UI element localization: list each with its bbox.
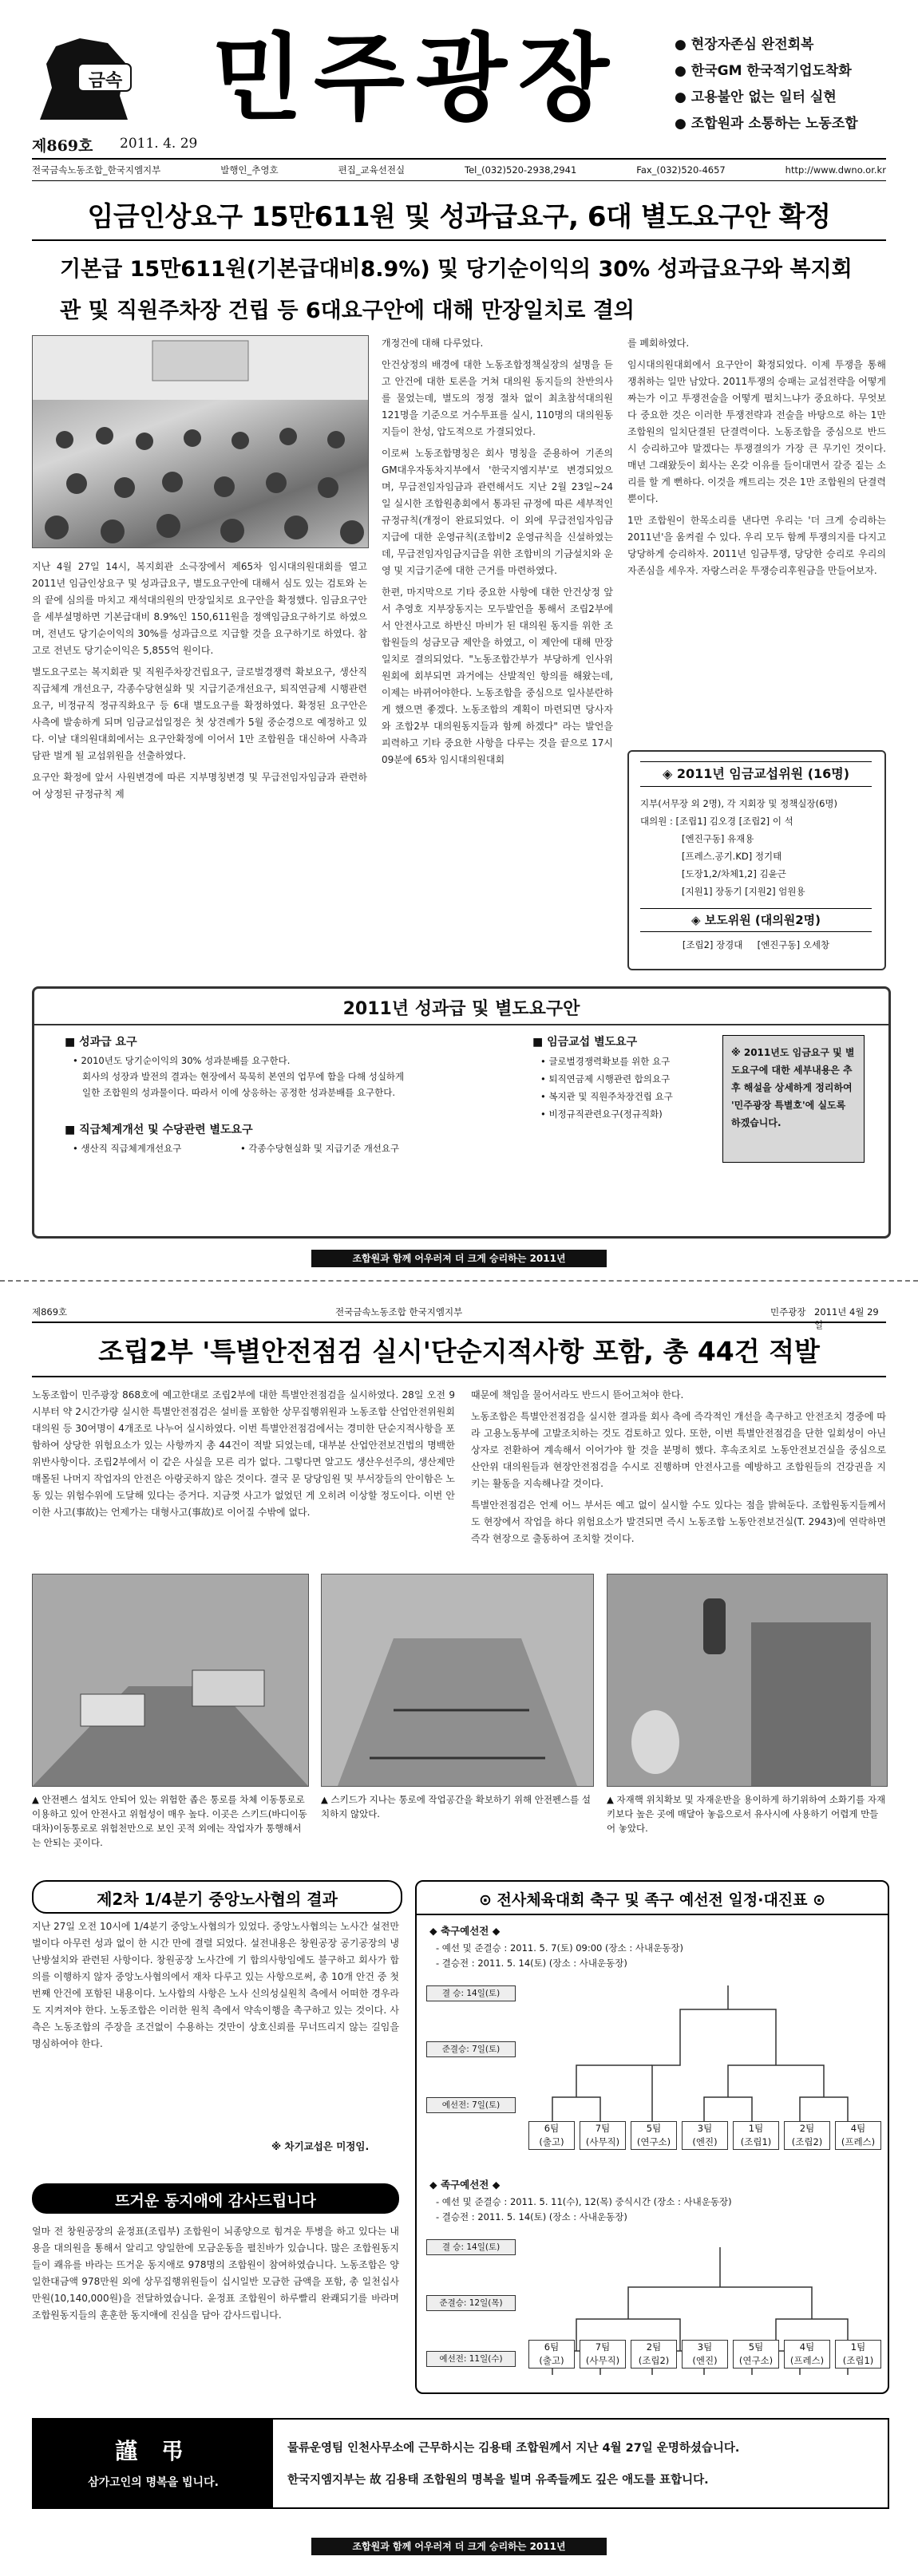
round-label: 준결승: 12일(목) bbox=[426, 2295, 516, 2311]
safety-divider bbox=[32, 1376, 886, 1377]
meeting-scene-icon bbox=[33, 336, 368, 547]
rank-title: ■ 직급체계개선 및 수당관련 별도요구 bbox=[65, 1124, 253, 1136]
paragraph: 특별안전점검은 언제 어느 부서든 예고 없이 실시할 수도 있다는 점을 밝혀둔다. 조합원동지들께서도 현장에서 작업을 하다 위험요소가 발견되면 즉시 노동조합 노동안전보건실(T. 2943)에 연락하면 즉각 현장으로 출동하여 조치할 것이다. bbox=[471, 1499, 886, 1544]
masthead-title: 민주광장 bbox=[212, 23, 620, 133]
council-title: 제2차 1/4분기 중앙노사협의 결과 bbox=[97, 1890, 338, 1909]
footvolley-teams bbox=[528, 2340, 880, 2373]
paragraph: 지난 4월 27일 14시, 복지회관 소극장에서 제65차 임시대의원대회를 열고 2011년 임금인상요구 및 성과급요구, 별도요구안에 대해서 심도 있는 검토와 논의 끝에 심의를 마치고 재석대의원의 만장일치로 요구안을 확정했다. 임금요구안을 세부설명하면 기본급대비 8.9%인 150,611원을 정액임금요구하기로 하였으며, 전년도 당기순이익의 30%를 성과급으로 지급할 것을 요구하기로 하였다. 참고로 전년도 당기순이익은 5,855억 원이다. bbox=[32, 561, 367, 656]
article1-headline: 임금인상요구 15만611원 및 성과급요구, 6대 별도요구안 확정 bbox=[87, 201, 831, 233]
soccer-team: 6팀 (출고) bbox=[528, 2121, 575, 2150]
demands-note: ※ 2011년도 임금요구 및 별도요구에 대한 세부내용은 추후 해설을 상세하게 정리하여 '민주광장 특별호'에 실도록 하겠습니다. bbox=[722, 1035, 865, 1163]
demands-box bbox=[32, 986, 891, 1239]
photo-caption-2: ▲ 스키드가 지나는 통로에 작업공간을 확보하기 위해 안전펜스를 설치하지 않았다. bbox=[321, 1794, 592, 1819]
paragraph: 요구안 확정에 앞서 사원변경에 따른 지부명칭변경 및 무급전임자임금과 관련하여 상정된 규정규칙 제 bbox=[32, 772, 367, 800]
demands-title: 2011년 성과급 및 별도요구안 bbox=[342, 999, 580, 1019]
paragraph: 이로써 노동조합명칭은 회사 명칭을 준용하여 기존의 GM대우자동차지부에서 '한국지엠지부'로 변경되었으며, 무급전임자임금과 관련해서도 지난 2월 23일~24일 실시한 조합원총회에서 통과된 규정에 따른 세부적인 규정규칙(개정이 완료되었다. 이 외에 무급전임자임금지급에 대한 운영규칙(조합비2 운영규칙을 신설하였는데, 무급전임자임금지급을 위한 조합비의 기금설치와 운영 및 지급기준에 대한 근거를 마련하였다. bbox=[382, 448, 613, 576]
footvolley-team: 2팀 (조립2) bbox=[631, 2340, 677, 2369]
soccer-bracket bbox=[520, 1977, 880, 2121]
schedule-line: - 결승전 : 2011. 5. 14(토) (장소 : 사내운동장) bbox=[436, 2211, 627, 2222]
page2-issue: 제869호 bbox=[32, 1306, 68, 1318]
mid-item: • 퇴직연금제 시행관련 합의요구 bbox=[540, 1073, 671, 1085]
headline-item: ● 조합원과 소통하는 노동조합 bbox=[675, 116, 858, 132]
issue-number: 제869호 bbox=[32, 137, 93, 155]
schedule-line: - 예선 및 준결승 : 2011. 5. 7(토) 09:00 (장소 : 사내운동장) bbox=[436, 1942, 683, 1954]
soccer-team: 4팀 (프레스) bbox=[835, 2121, 881, 2150]
council-body: 지난 27일 오전 10시에 1/4분기 중앙노사협의가 있었다. 중앙노사협의는 노사간 설전만 벌이다 아무런 성과 없이 한 시간 만에 결렬 되었다. 설전내용은 창원공장 공기공장의 냉난방설치와 관련된 사항이다. 창원공장 노사간에 기 합의사항임에도 불구하고 회사가 합의를 이행하지 않자 중앙노사협의에서 재차 다루고 있는 사항으로써, 총 10개 안건 중 첫 번째 안건에 포함된 내용이다. 노사합의 사항은 노사 신의성실원칙 측에서 어떠한 경우라도 지켜져야 한다. 노동조합은 이러한 원칙 측에서 약속이행을 촉구하고 있는 것이다. 사측은 노동조합의 주장을 조건없이 수용하는 것만이 상호신뢰를 무너뜨리지 않는 길임을 명심하여야 한다. bbox=[32, 1921, 399, 2049]
observer-list: [조립2] 장경대 [엔진구동] 오세창 bbox=[682, 939, 830, 950]
conveyor-icon bbox=[322, 1574, 593, 1786]
sports-divider bbox=[417, 1914, 888, 1915]
rank-item: • 각종수당현실화 및 지급기준 개선요구 bbox=[239, 1143, 400, 1154]
condolence-sub: 삼가고인의 명복을 빕니다. bbox=[88, 2476, 219, 2489]
mid-item: • 비정규직관련요구(정규직화) bbox=[540, 1108, 663, 1120]
page-divider bbox=[0, 1280, 918, 1282]
committee-line: [도장1,2/차체1,2] 김윤근 bbox=[682, 868, 786, 879]
round-label: 예선전: 11일(수) bbox=[426, 2351, 516, 2367]
paragraph: 1만 조합원이 한목소리를 낸다면 우리는 '더 크게 승리하는 2011년'을 움켜쥘 수 있다. 우리 모두 함께 투쟁의지를 다지고 당당하게 승리하자. 2011년 임금투쟁, 당당한 승리로 우리의 자존심을 세우자. 자랑스러운 투쟁승리후원금을 만들어보자. bbox=[627, 515, 886, 576]
soccer-team: 1팀 (조립1) bbox=[733, 2121, 779, 2150]
committee-line: [지원1] 장동기 [지원2] 엄원용 bbox=[682, 886, 805, 897]
footvolley-schedule bbox=[436, 2195, 732, 2225]
article1-column-1 bbox=[32, 559, 367, 803]
paragraph: 안건상정의 배경에 대한 노동조합정책실장의 설명을 듣고 안건에 대한 토론을 거쳐 대의원 동지들의 찬반의사를 물었는데, 별도의 정정 절차 없이 최초참석대의원 121명을 기준으로 거수투표를 실시, 110명의 대의원동지들이 찬성, 압도적으로 가결되었다. bbox=[382, 359, 613, 437]
headline-item: ● 현장자존심 완전회복 bbox=[675, 37, 814, 53]
page2-org: 전국금속노동조합 한국지엠지부 bbox=[335, 1306, 463, 1318]
safety-left-column: 노동조합이 민주광장 868호에 예고한대로 조립2부에 대한 특별안전점검을 실시하였다. 28일 오전 9시부터 약 2시간가량 실시한 특별안전점검은 설비를 포함한 상무집행위원과 노동조합 산업안전위원회 대의원 등 30여명이 4개조로 나누어 실시하였다. 이번 특별안전점검에서는 경미한 단순지적사항을 포함하여 상당한 위험요소가 있는 사항까지 총 44건이 적발 되었는데, 대부분 산업안전보건법의 명백한 위반사항이다. 조립2부에서 이 같은 사실을 모른 리가 없다. 그렇다면 알고도 생산우선주의, 생산제만 매몰된 나머지 작업자의 안전은 아랑곳하지 않은 것이다. 결국 문 당당임원 및 부서장들의 안이함은 노동 있는 위험수위에 도달해 있다는 증거다. 지금껏 사고가 없었던 게 오히려 이상할 정도이다. 이번 안이한 사고(事故)는 언제가는 대형사고(事故)로 이어질 수밖에 없다. bbox=[32, 1389, 455, 1518]
masthead-headlines bbox=[675, 32, 906, 137]
paragraph: 때문에 책임을 물어서라도 반드시 뜯어고쳐야 한다. bbox=[471, 1389, 684, 1401]
committee-line: 대의원 : [조립1] 김오경 [조립2] 이 석 bbox=[640, 816, 793, 827]
safety-photo-2 bbox=[321, 1574, 594, 1787]
article1-divider bbox=[32, 239, 886, 241]
info-fax: Fax_(032)520-4657 bbox=[636, 164, 726, 176]
logo-text: 금속 bbox=[88, 71, 123, 91]
page2-footer-slogan: 조합원과 함께 어우러져 더 크게 승리하는 2011년 bbox=[311, 2538, 607, 2555]
safety-right-column bbox=[471, 1387, 886, 1547]
observer-title: ◈ 보도위원 (대의원2명) bbox=[640, 908, 872, 932]
info-website[interactable]: http://www.dwno.or.kr bbox=[785, 164, 886, 176]
square-bullet-icon: ■ bbox=[65, 1124, 80, 1136]
sports-box bbox=[415, 1880, 889, 2394]
diamond-icon: ◈ bbox=[690, 913, 705, 927]
paragraph: 를 폐회하였다. bbox=[627, 338, 690, 349]
page2-paper: 민주광장 bbox=[770, 1306, 806, 1318]
rank-item: • 생산직 직급체계개선요구 bbox=[73, 1143, 182, 1154]
schedule-line: - 예선 및 준결승 : 2011. 5. 11(수), 12(목) 중식시간 (장소 : 사내운동장) bbox=[436, 2196, 732, 2207]
committee-list bbox=[640, 795, 876, 900]
perf-title: ■ 성과급 요구 bbox=[65, 1036, 137, 1049]
soccer-schedule bbox=[436, 1941, 683, 1971]
committee-box bbox=[627, 750, 886, 970]
square-bullet-icon: ■ bbox=[65, 1036, 80, 1049]
page2-header bbox=[32, 1304, 886, 1330]
sports-title: ⊙ 전사체육대회 축구 및 족구 예선전 일정·대진표 ⊙ bbox=[478, 1891, 826, 1909]
paragraph: 개정건에 대해 다루었다. bbox=[382, 338, 484, 349]
union-logo bbox=[32, 32, 136, 128]
article1-column-3 bbox=[627, 335, 886, 579]
perf-line: 회사의 성장과 발전의 결과는 현장에서 묵묵히 본연의 업무에 함을 다해 성실하게 bbox=[82, 1071, 405, 1082]
soccer-team: 7팀 (사무직) bbox=[580, 2121, 626, 2150]
committee-line: 지부(서무장 외 2명), 각 지회장 및 정책실장(6명) bbox=[640, 798, 838, 809]
perf-line: 일한 조합원의 성과물이다. 따라서 이에 상응하는 공정한 성과분배를 요구한다. bbox=[82, 1087, 396, 1098]
page2-date: 2011년 4월 29일 bbox=[814, 1306, 879, 1330]
paragraph: 별도요구로는 복지회관 및 직원주차장건립요구, 글로벌경쟁력 확보요구, 생산직직급체계 개선요구, 각종수당현실화 및 지급기준개선요구, 퇴직연금제 시행관련요구, 비정규직 정규직화요구 등 6대 별도요구를 확정하였다. 확정된 요구안은 사측에 발송하게 되며 임금교섭일정은 첫 상견례가 5월 중순경으로 예정하고 있다. 이날 대의원대회에서는 요구안확정에 이어서 1만 조합원을 대신하여 사측과 담판 벌게 될 교섭위원을 선출하였다. bbox=[32, 666, 367, 761]
rank-items bbox=[73, 1142, 520, 1155]
paragraph: 노동조합은 특별안전점검을 실시한 결과를 회사 측에 즉각적인 개선을 촉구하고 안전조치 경중에 따라 고용노동부에 고발조치하는 것도 검토하고 있다. 또한, 이번 특별안전점검을 단한 일회성이 아닌 상자로 전환하여 계속해서 이어가야 할 것을 분명히 했다. 후속조치로 노동안전보건실을 중심으로 산안위 대의원들과 현장안전점검을 수시로 진행하며 안전사고를 예방하고 조합원들의 건강권을 지키는 활동을 지속해나갈 것이다. bbox=[471, 1411, 886, 1489]
mid-items bbox=[540, 1053, 700, 1123]
paragraph: 한편, 마지막으로 기타 중요한 사항에 대한 안건상정 앞서 추영호 지부장동지는 모두발언을 통해서 조립2부에서 안전사고로 하반신 마비가 된 대의원 동지를 위한 조합원들의 성금모금 제안을 하였고, 이 제안에 대해 만장일치로 결의되었다. "노동조합간부가 부당하게 인사위원회에 회부되면 과거에는 산발적인 항의를 해왔는데, 이제는 바뀌어야한다. 노동조합을 중심으로 일사분란하게 했으면 좋겠다. 노동조합의 계획이 마련되면 당사자와 조합2부 대의원동지들과 함께 하겠다" 라는 발언을 피력하고 기타 중요한 사항을 다루는 것을 끝으로 17시 09분에 65차 임시대의원대회 bbox=[382, 587, 613, 765]
condolence-box bbox=[32, 2418, 889, 2509]
assembly-meeting-photo bbox=[32, 335, 369, 548]
condolence-line-2: 한국지엠지부는 故 김용태 조합원의 명복을 빌며 유족들께도 깊은 애도를 표합니다. bbox=[287, 2474, 709, 2487]
safety-photo-3 bbox=[607, 1574, 888, 1787]
info-editor: 편집_교육선전실 bbox=[338, 164, 406, 176]
headline-item: ● 한국GM 한국적기업도착화 bbox=[675, 63, 852, 79]
round-label: 결 승: 14일(토) bbox=[426, 2239, 516, 2255]
schedule-line: - 결승전 : 2011. 5. 14(토) (장소 : 사내운동장) bbox=[436, 1958, 627, 1969]
round-label: 예선전: 7일(토) bbox=[426, 2097, 516, 2113]
round-label: 결 승: 14일(토) bbox=[426, 1985, 516, 2001]
info-bar bbox=[32, 158, 886, 181]
issue-date: 2011. 4. 29 bbox=[120, 136, 198, 152]
photo-caption-1: ▲ 안전펜스 설치도 안되어 있는 위험한 좁은 통로를 차체 이동통로로 이용하고 있어 안전사고 위험성이 매우 높다. 이곳은 스키드(바디이동대차)이동통로로 위험천만으로 보인 곳적 외에는 작업자가 통행해서는 안되는 곳이다. bbox=[32, 1794, 307, 1848]
factory-line-icon bbox=[33, 1574, 308, 1786]
thanks-body: 얼마 전 창원공장의 윤정표(조립부) 조합원이 뇌종양으로 힘겨운 투병을 하고 있다는 내용을 대의원을 통해서 알리고 양일한에 모금운동을 펼친바가 있습니다. 많은 조합원동지들이 쾌유를 바라는 뜨거운 동지애로 978명의 조합원이 참여하였습니다. 노동조합은 양일한대금액 978만원 외에 상무집행위원들이 십시일반 모금한 금액을 포함, 총 일천십사만원(10,140,000원)을 전달하였습니다. 윤정표 조합원이 하루빨리 완쾌되기를 바라며 조합원동지들의 훈훈한 동지애에 진심을 담아 감사드립니다. bbox=[32, 2226, 399, 2321]
mid-title: ■ 임금교섭 별도요구 bbox=[532, 1036, 638, 1049]
diamond-icon: ◈ bbox=[662, 766, 677, 781]
committee-title: ◈ 2011년 임금교섭위원 (16명) bbox=[640, 761, 872, 787]
demands-title-bar bbox=[34, 989, 888, 1025]
council-title-box bbox=[32, 1880, 402, 1914]
committee-line: [프레스.공기.KD] 정기태 bbox=[682, 851, 782, 862]
perf-line: • 2010년도 당기순이익의 30% 성과분배를 요구한다. bbox=[73, 1055, 291, 1066]
page1-footer-slogan: 조합원과 함께 어우러져 더 크게 승리하는 2011년 bbox=[311, 1250, 607, 1267]
footvolley-team: 6팀 (출고) bbox=[528, 2340, 575, 2369]
target-icon: ⊙ bbox=[478, 1891, 497, 1909]
council-note: ※ 차기교섭은 미정임. bbox=[271, 2140, 370, 2152]
article1-column-2 bbox=[382, 335, 613, 768]
square-bullet-icon: ■ bbox=[532, 1036, 548, 1049]
safety-photo-1 bbox=[32, 1574, 309, 1787]
condolence-label bbox=[34, 2420, 273, 2507]
footvolley-title: ◆ 족구예선전 ◆ bbox=[429, 2179, 501, 2191]
mid-item: • 글로벌경쟁력확보를 위한 요구 bbox=[540, 1056, 671, 1067]
round-label: 준결승: 7일(토) bbox=[426, 2041, 516, 2057]
soccer-title: ◆ 축구예선전 ◆ bbox=[429, 1925, 501, 1937]
target-icon: ⊙ bbox=[807, 1891, 826, 1909]
fire-extinguisher-icon bbox=[607, 1574, 887, 1786]
footvolley-team: 4팀 (프레스) bbox=[784, 2340, 830, 2369]
soccer-team: 3팀 (엔진) bbox=[682, 2121, 728, 2150]
thanks-title: 뜨거운 동지애에 감사드립니다 bbox=[115, 2192, 316, 2210]
mid-item: • 복지관 및 직원주차장건립 요구 bbox=[540, 1091, 673, 1102]
condolence-line-1: 물류운영팀 인천사무소에 근무하시는 김용태 조합원께서 지난 4월 27일 운명하셨습니다. bbox=[287, 2442, 740, 2455]
footvolley-team: 3팀 (엔진) bbox=[682, 2340, 728, 2369]
article1-subhead: 기본급 15만611원(기본급대비8.9%) 및 당기순이익의 30% 성과급요구와 복지회관 및 직원주차장 건립 등 6대요구안에 대해 만장일치로 결의 bbox=[60, 257, 853, 323]
perf-text bbox=[73, 1053, 520, 1100]
safety-headline: 조립2부 '특별안전점검 실시'단순지적사항 포함, 총 44건 적발 bbox=[98, 1336, 820, 1367]
page-two bbox=[0, 1293, 918, 2576]
footvolley-team: 5팀 (연구소) bbox=[733, 2340, 779, 2369]
footvolley-team: 7팀 (사무직) bbox=[580, 2340, 626, 2369]
headline-item: ● 고용불안 없는 일터 실현 bbox=[675, 89, 837, 105]
paragraph: 임시대의원대회에서 요구안이 확정되었다. 이제 투쟁을 통해 쟁취하는 일만 남았다. 2011투쟁의 승패는 교섭전략을 어떻게 짜는가 이고 투쟁전술을 어떻게 펼치느냐가 중요하다. 무엇보다 중요한 것은 이러한 투쟁전략과 전술을 바탕으로 하는 1만 조합원의 일치단결된 단결력이다. 노동조합을 중심으로 반드시 승리하고야 말겠다는 투쟁결의가 가장 큰 무기인 것이다. 매년 그래왔듯이 회사는 온갖 이유를 들이대면서 갈증 짙는 소리를 할 게 뻔하다. 이것을 깨트리는 것은 1만 조합원의 단결력 뿐이다. bbox=[627, 359, 886, 504]
photo-caption-3: ▲ 자재핵 위치확보 및 자재운반을 용이하게 하기위하여 소화기를 자재 키보다 높은 곳에 매달아 놓음으로서 유사시에 사용하기 어렵게 만들어 놓았다. bbox=[607, 1794, 886, 1834]
footvolley-team: 1팀 (조립1) bbox=[835, 2340, 881, 2369]
committee-line: [엔진구동] 유재용 bbox=[682, 833, 754, 844]
soccer-team: 5팀 (연구소) bbox=[631, 2121, 677, 2150]
info-tel: Tel_(032)520-2938,2941 bbox=[465, 164, 577, 176]
condolence-title: 謹 弔 bbox=[115, 2438, 192, 2464]
thanks-title-box bbox=[32, 2183, 399, 2214]
info-org: 전국금속노동조합_한국지엠지부 bbox=[32, 164, 161, 176]
soccer-teams bbox=[528, 2121, 880, 2155]
info-publisher: 발행인_추영호 bbox=[220, 164, 279, 176]
soccer-team: 2팀 (조립2) bbox=[784, 2121, 830, 2150]
